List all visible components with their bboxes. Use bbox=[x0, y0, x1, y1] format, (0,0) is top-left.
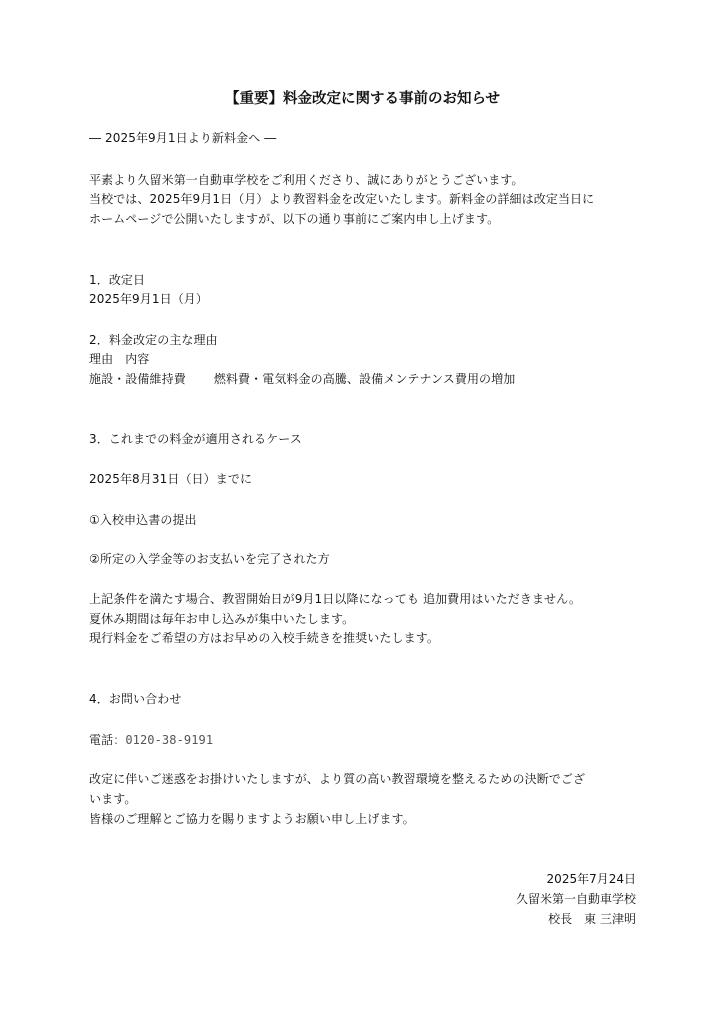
reason-column-header: 理由 bbox=[89, 352, 114, 366]
content-column-header: 内容 bbox=[125, 352, 150, 366]
subtitle: ― 2025年9月1日より新料金へ ― bbox=[89, 131, 277, 145]
deadline-text: 2025年8月31日（日）までに bbox=[89, 472, 253, 486]
condition-item-1: ①入校申込書の提出 bbox=[89, 513, 197, 527]
condition-note-3: 現行料金をご希望の方はお早めの入校手続きを推奨いたします。 bbox=[89, 631, 439, 645]
page-title: 【重要】料金改定に関する事前のお知らせ bbox=[224, 91, 501, 107]
reason-table-row bbox=[89, 370, 515, 388]
condition-note-2: 夏休み期間は毎年お申し込みが集中いたします。 bbox=[89, 612, 355, 626]
closing-line-3: 皆様のご理解とご協力を賜りますようお願い申し上げます。 bbox=[89, 812, 415, 826]
content-cell: 燃料費・電気料金の高騰、設備メンテナンス費用の増加 bbox=[213, 372, 516, 386]
closing-line-1: 改定に伴いご迷惑をお掛けいたしますが、より質の高い教習環境を整えるための決断でござ bbox=[89, 772, 586, 786]
section4-heading: 4．お問い合わせ bbox=[89, 692, 182, 706]
signature-role: 校長 bbox=[548, 912, 573, 926]
intro-line-1: 平素より久留米第一自動車学校をご利用くださり、誠にありがとうございます。 bbox=[89, 173, 524, 187]
signature-school: 久留米第一自動車学校 bbox=[515, 892, 636, 906]
section1-heading: 1．改定日 bbox=[89, 273, 146, 287]
closing-line-2: います。 bbox=[89, 792, 137, 806]
section3-heading: 3．これまでの料金が適用されるケース bbox=[89, 432, 302, 446]
signature-principal bbox=[548, 910, 636, 928]
phone-number: 0120-38-9191 bbox=[125, 733, 214, 747]
phone-separator: ： bbox=[113, 733, 126, 747]
signature-date: 2025年7月24日 bbox=[546, 872, 636, 886]
phone-contact bbox=[89, 731, 213, 749]
reason-table-header bbox=[89, 350, 149, 368]
revision-date: 2025年9月1日（月） bbox=[89, 292, 209, 306]
phone-label: 電話 bbox=[89, 733, 114, 747]
intro-line-2: 当校では、2025年9月1日（月）より教習料金を改定いたします。新料金の詳細は改定当日に bbox=[89, 192, 595, 206]
condition-note-1: 上記条件を満たす場合、教習開始日が9月1日以降になっても 追加費用はいただきません。 bbox=[89, 592, 582, 606]
section2-heading: 2．料金改定の主な理由 bbox=[89, 333, 218, 347]
intro-line-3: ホームページで公開いたしますが、以下の通り事前にご案内申し上げます。 bbox=[89, 212, 500, 226]
condition-item-2: ②所定の入学金等のお支払いを完了された方 bbox=[89, 552, 330, 566]
signature-name: 東 三津明 bbox=[584, 912, 636, 926]
reason-cell: 施設・設備維持費 bbox=[89, 372, 186, 386]
